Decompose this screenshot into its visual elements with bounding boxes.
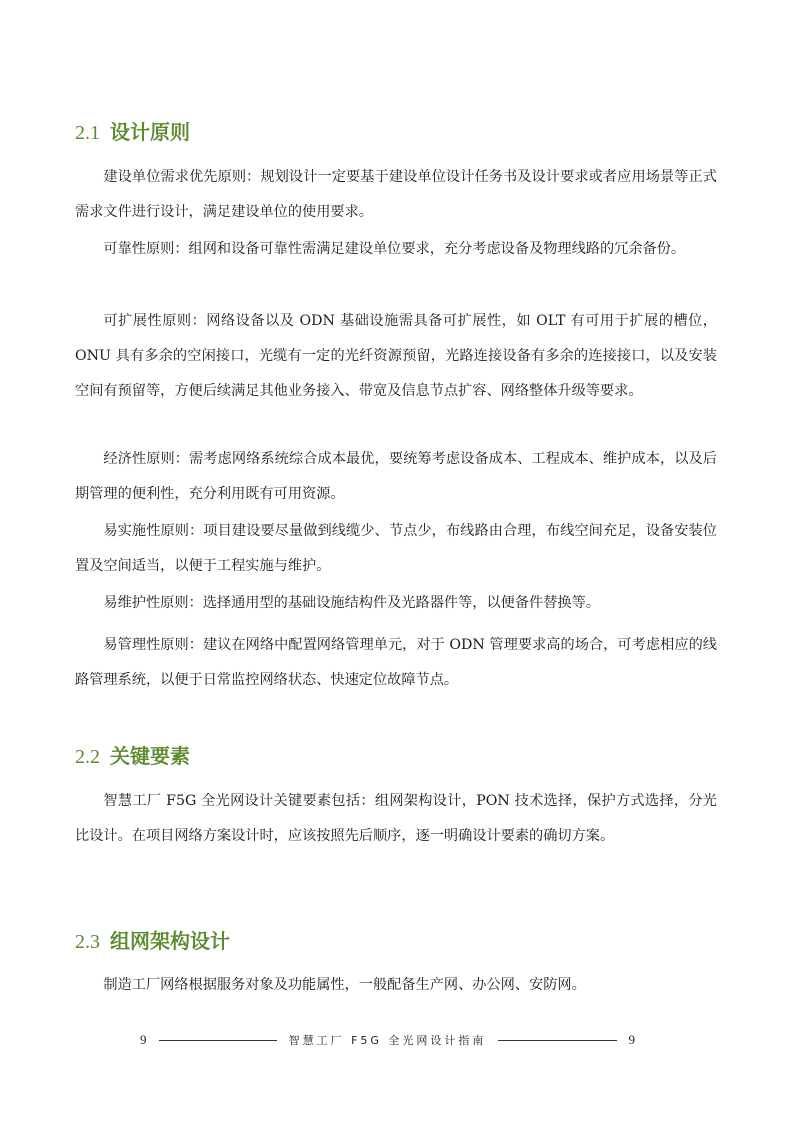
paragraph-maintainability: 易维护性原则：选择通用型的基础设施结构件及光路器件等，以便备件替换等。 xyxy=(103,595,600,611)
section-heading-design-principles xyxy=(75,116,190,145)
section-title: 组网架构设计 xyxy=(110,929,230,953)
section-number: 2.1 xyxy=(75,122,100,144)
page-number-left: 9 xyxy=(140,1032,147,1047)
paragraph-client-priority: 建设单位需求优先原则：规划设计一定要基于建设单位设计任务书及设计要求或者应用场景等正式需求文件进行设计，满足建设单位的使用要求。 xyxy=(75,169,717,220)
page-number-right: 9 xyxy=(628,1032,635,1047)
paragraph-reliability: 可靠性原则：组网和设备可靠性需满足建设单位要求，充分考虑设备及物理线路的冗余备份。 xyxy=(103,241,686,257)
section-title: 关键要素 xyxy=(110,744,190,768)
footer-title: 智慧工厂 F5G 全光网设计指南 xyxy=(288,1034,487,1047)
section-heading-network-architecture xyxy=(75,925,230,954)
section-number: 2.2 xyxy=(75,746,100,768)
footer-rule-right xyxy=(498,1040,616,1041)
section-heading-key-elements xyxy=(75,740,190,769)
footer-rule-left xyxy=(159,1040,277,1041)
paragraph-scalability: 可扩展性原则：网络设备以及 ODN 基础设施需具备可扩展性，如 OLT 有可用于扩展的槽位，ONU 具有多余的空闲接口，光缆有一定的光纤资源预留，光路连接设备有多余的连接接口，以及安装空间有预留等，方便后续满足其他业务接入、带宽及信息节点扩容、网络整体升级等要求。 xyxy=(75,313,717,399)
paragraph-manageability: 易管理性原则：建议在网络中配置网络管理单元，对于 ODN 管理要求高的场合，可考虑相应的线路管理系统，以便于日常监控网络状态、快速定位故障节点。 xyxy=(75,637,717,688)
paragraph-ease-of-implementation: 易实施性原则：项目建设要尽量做到线缆少、节点少，布线路由合理，布线空间充足，设备安装位置及空间适当，以便于工程实施与维护。 xyxy=(75,523,717,574)
paragraph-network-architecture: 制造工厂网络根据服务对象及功能属性，一般配备生产网、办公网、安防网。 xyxy=(103,977,586,993)
paragraph-economy: 经济性原则：需考虑网络系统综合成本最优，要统筹考虑设备成本、工程成本、维护成本，以及后期管理的便利性，充分利用既有可用资源。 xyxy=(75,451,717,502)
section-title: 设计原则 xyxy=(110,120,190,144)
section-number: 2.3 xyxy=(75,931,100,953)
page-footer xyxy=(140,1030,635,1050)
paragraph-key-elements: 智慧工厂 F5G 全光网设计关键要素包括：组网架构设计，PON 技术选择，保护方式选择，分光比设计。在项目网络方案设计时，应该按照先后顺序，逐一明确设计要素的确切方案。 xyxy=(75,793,717,844)
